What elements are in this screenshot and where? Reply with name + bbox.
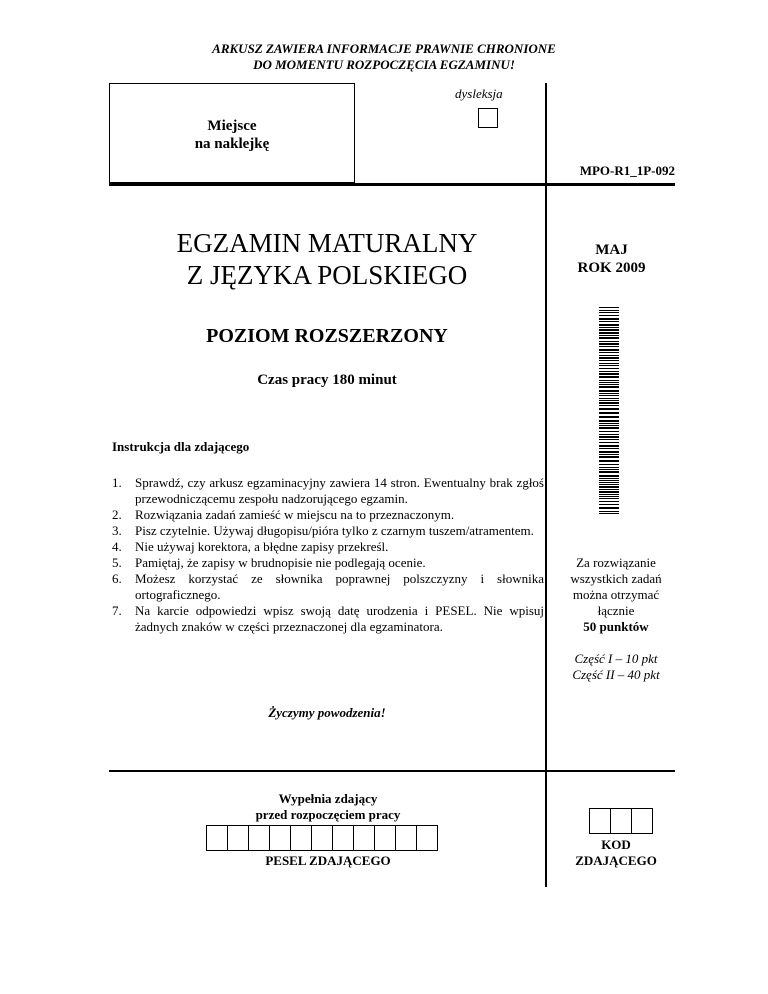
barcode-bar	[599, 427, 619, 429]
barcode-bar	[599, 471, 619, 473]
dyslexia-checkbox[interactable]	[478, 108, 498, 128]
barcode-bar	[599, 464, 619, 465]
kod-label-line-1: KOD	[601, 837, 631, 852]
instruction-text: Możesz korzystać ze słownika poprawnej polszczyzny i słownika ortograficznego.	[135, 571, 544, 602]
barcode-bar	[599, 346, 619, 347]
barcode-bar	[599, 405, 619, 406]
bottom-divider	[109, 770, 675, 772]
barcode-bar	[599, 478, 619, 479]
pesel-digit-box[interactable]	[227, 825, 249, 851]
barcode-bar	[599, 365, 619, 366]
barcode-bar	[599, 469, 619, 470]
barcode-bar	[599, 355, 619, 356]
points-line-1: Za rozwiązanie	[576, 555, 656, 570]
dyslexia-label: dysleksja	[455, 86, 503, 101]
instruction-number: 2.	[112, 507, 122, 522]
points-part-2: Część II – 40 pkt	[572, 667, 660, 682]
barcode-bar	[599, 373, 619, 375]
barcode-bar	[599, 460, 619, 462]
instruction-text: Rozwiązania zadań zamieść w miejscu na to przeznaczonym.	[135, 507, 455, 522]
barcode-bar	[599, 416, 619, 418]
points-line-3: można otrzymać	[572, 587, 660, 602]
notice-line-1: ARKUSZ ZAWIERA INFORMACJE PRAWNIE CHRONIONE	[212, 41, 556, 56]
barcode-bar	[599, 332, 619, 334]
barcode-bar	[599, 312, 619, 313]
instruction-number: 6.	[112, 571, 122, 586]
barcode-bar	[599, 324, 619, 326]
points-part-1: Część I – 10 pkt	[574, 651, 658, 666]
barcode-bar	[599, 513, 619, 514]
exam-month: MAJ	[595, 242, 628, 258]
barcode-bar	[599, 321, 619, 322]
instruction-text: Sprawdź, czy arkusz egzaminacyjny zawiera 14 stron. Ewentualny brak zgłoś przewodniczącemu zespołu nadzorującego egzamin.	[135, 475, 544, 506]
barcode-bar	[599, 511, 619, 512]
barcode-bar	[599, 395, 619, 396]
instruction-item	[112, 539, 544, 555]
barcode-bar	[599, 393, 619, 394]
barcode-bar	[599, 489, 619, 490]
barcode-bar	[599, 496, 619, 497]
barcode-bar	[599, 343, 619, 345]
points-info	[556, 555, 676, 683]
sticker-label	[109, 117, 355, 153]
barcode-bar	[599, 454, 619, 455]
exam-title-line-1: EGZAMIN MATURALNY	[176, 228, 478, 258]
instructions-list	[112, 475, 544, 635]
barcode-bar	[599, 412, 619, 414]
pesel-digit-box[interactable]	[353, 825, 375, 851]
kod-digit-box[interactable]	[610, 808, 632, 834]
barcode-bar	[599, 400, 619, 401]
exam-title	[109, 227, 545, 291]
kod-label	[556, 837, 676, 869]
barcode-bar	[599, 360, 619, 361]
barcode-bar	[599, 436, 619, 438]
points-line-4: łącznie	[597, 603, 635, 618]
sticker-label-line-1: Miejsce	[207, 118, 257, 134]
instruction-text: Na karcie odpowiedzi wpisz swoją datę urodzenia i PESEL. Nie wpisuj żadnych znaków w części przeznaczonej dla egzaminatora.	[135, 603, 544, 634]
pesel-digit-box[interactable]	[269, 825, 291, 851]
pesel-digit-box[interactable]	[206, 825, 228, 851]
barcode-bar	[599, 448, 619, 449]
barcode-bar	[599, 390, 619, 392]
barcode-bar	[599, 408, 619, 410]
barcode-bar	[599, 425, 619, 426]
instruction-number: 1.	[112, 475, 122, 490]
barcode-bar	[599, 341, 619, 342]
pesel-digit-box[interactable]	[311, 825, 333, 851]
barcode-bar	[599, 467, 619, 468]
barcode-bar	[599, 376, 619, 378]
barcode-bar	[599, 486, 619, 488]
barcode-bar	[599, 439, 619, 440]
barcode-bar	[599, 507, 619, 509]
barcode-bar	[599, 380, 619, 381]
barcode-bar	[599, 384, 619, 385]
barcode-bar	[599, 307, 619, 308]
pesel-digit-box[interactable]	[248, 825, 270, 851]
instruction-text: Pisz czytelnie. Używaj długopisu/pióra tylko z czarnym tuszem/atramentem.	[135, 523, 534, 538]
instruction-item	[112, 603, 544, 635]
barcode-bar	[599, 498, 619, 499]
instruction-text: Nie używaj korektora, a błędne zapisy przekreśl.	[135, 539, 389, 554]
barcode-bar	[599, 423, 619, 424]
barcode-bar	[599, 504, 619, 505]
barcode-bar	[599, 398, 619, 399]
barcode-bar	[599, 386, 619, 388]
barcode-bar	[599, 434, 619, 435]
barcode-bar	[599, 371, 619, 372]
instruction-item	[112, 555, 544, 571]
kod-label-line-2: ZDAJĄCEGO	[575, 853, 657, 868]
barcode-bar	[599, 442, 619, 443]
pesel-instructions	[206, 791, 450, 823]
confidential-notice	[0, 41, 768, 73]
pesel-digit-box[interactable]	[332, 825, 354, 851]
barcode-bar	[599, 310, 619, 311]
pesel-fill-line-2: przed rozpoczęciem pracy	[255, 807, 401, 822]
barcode-bar	[599, 445, 619, 447]
good-luck-message: Życzymy powodzenia!	[268, 705, 386, 720]
top-divider	[109, 183, 675, 186]
barcode-bar	[599, 431, 619, 432]
barcode-bar	[599, 382, 619, 383]
barcode-bar	[599, 352, 619, 353]
barcode-bar	[599, 335, 619, 336]
instruction-item	[112, 475, 544, 507]
kod-digit-box[interactable]	[589, 808, 611, 834]
barcode-bar	[599, 451, 619, 453]
barcode-bar	[599, 357, 619, 359]
exam-time: Czas pracy 180 minut	[257, 372, 397, 388]
instruction-number: 3.	[112, 523, 122, 538]
barcode-bar	[599, 456, 619, 458]
barcode-bar	[599, 363, 619, 364]
kod-input-boxes[interactable]	[589, 808, 652, 834]
instruction-number: 7.	[112, 603, 122, 618]
barcode-bar	[599, 349, 619, 351]
exam-code: MPO-R1_1P-092	[579, 163, 675, 178]
points-total: 50 punktów	[583, 619, 649, 634]
exam-date	[548, 241, 675, 277]
pesel-digit-box[interactable]	[416, 825, 438, 851]
instruction-item	[112, 571, 544, 603]
barcode-bar	[599, 368, 619, 369]
barcode-bar	[599, 494, 619, 495]
pesel-digit-box[interactable]	[395, 825, 417, 851]
exam-year: ROK 2009	[577, 260, 646, 276]
barcode-bar	[599, 491, 619, 493]
barcode-bar	[599, 482, 619, 483]
instructions-heading: Instrukcja dla zdającego	[112, 439, 250, 454]
instruction-item	[112, 523, 544, 539]
pesel-digit-box[interactable]	[374, 825, 396, 851]
barcode-bar	[599, 315, 619, 316]
exam-title-line-2: Z JĘZYKA POLSKIEGO	[186, 260, 468, 290]
pesel-input-boxes[interactable]	[206, 825, 437, 851]
barcode-bar	[599, 402, 619, 404]
pesel-digit-box[interactable]	[290, 825, 312, 851]
notice-line-2: DO MOMENTU ROZPOCZĘCIA EGZAMINU!	[253, 57, 515, 72]
exam-level: POZIOM ROZSZERZONY	[206, 325, 448, 347]
kod-digit-box[interactable]	[631, 808, 653, 834]
barcode-icon	[599, 307, 619, 514]
barcode-bar	[599, 337, 619, 339]
vertical-divider	[545, 83, 547, 887]
barcode-bar	[599, 420, 619, 422]
instruction-text: Pamiętaj, że zapisy w brudnopisie nie podlegają ocenie.	[135, 555, 426, 570]
points-line-2: wszystkich zadań	[570, 571, 662, 586]
pesel-fill-line-1: Wypełnia zdający	[278, 791, 378, 806]
instruction-number: 5.	[112, 555, 122, 570]
barcode-bar	[599, 480, 619, 481]
barcode-bar	[599, 475, 619, 477]
sticker-label-line-2: na naklejkę	[194, 136, 270, 152]
pesel-label: PESEL ZDAJĄCEGO	[265, 853, 391, 868]
barcode-bar	[599, 327, 619, 328]
barcode-bar	[599, 501, 619, 502]
instruction-number: 4.	[112, 539, 122, 554]
barcode-bar	[599, 318, 619, 320]
barcode-bar	[599, 329, 619, 331]
barcode-bar	[599, 484, 619, 485]
instruction-item	[112, 507, 544, 523]
